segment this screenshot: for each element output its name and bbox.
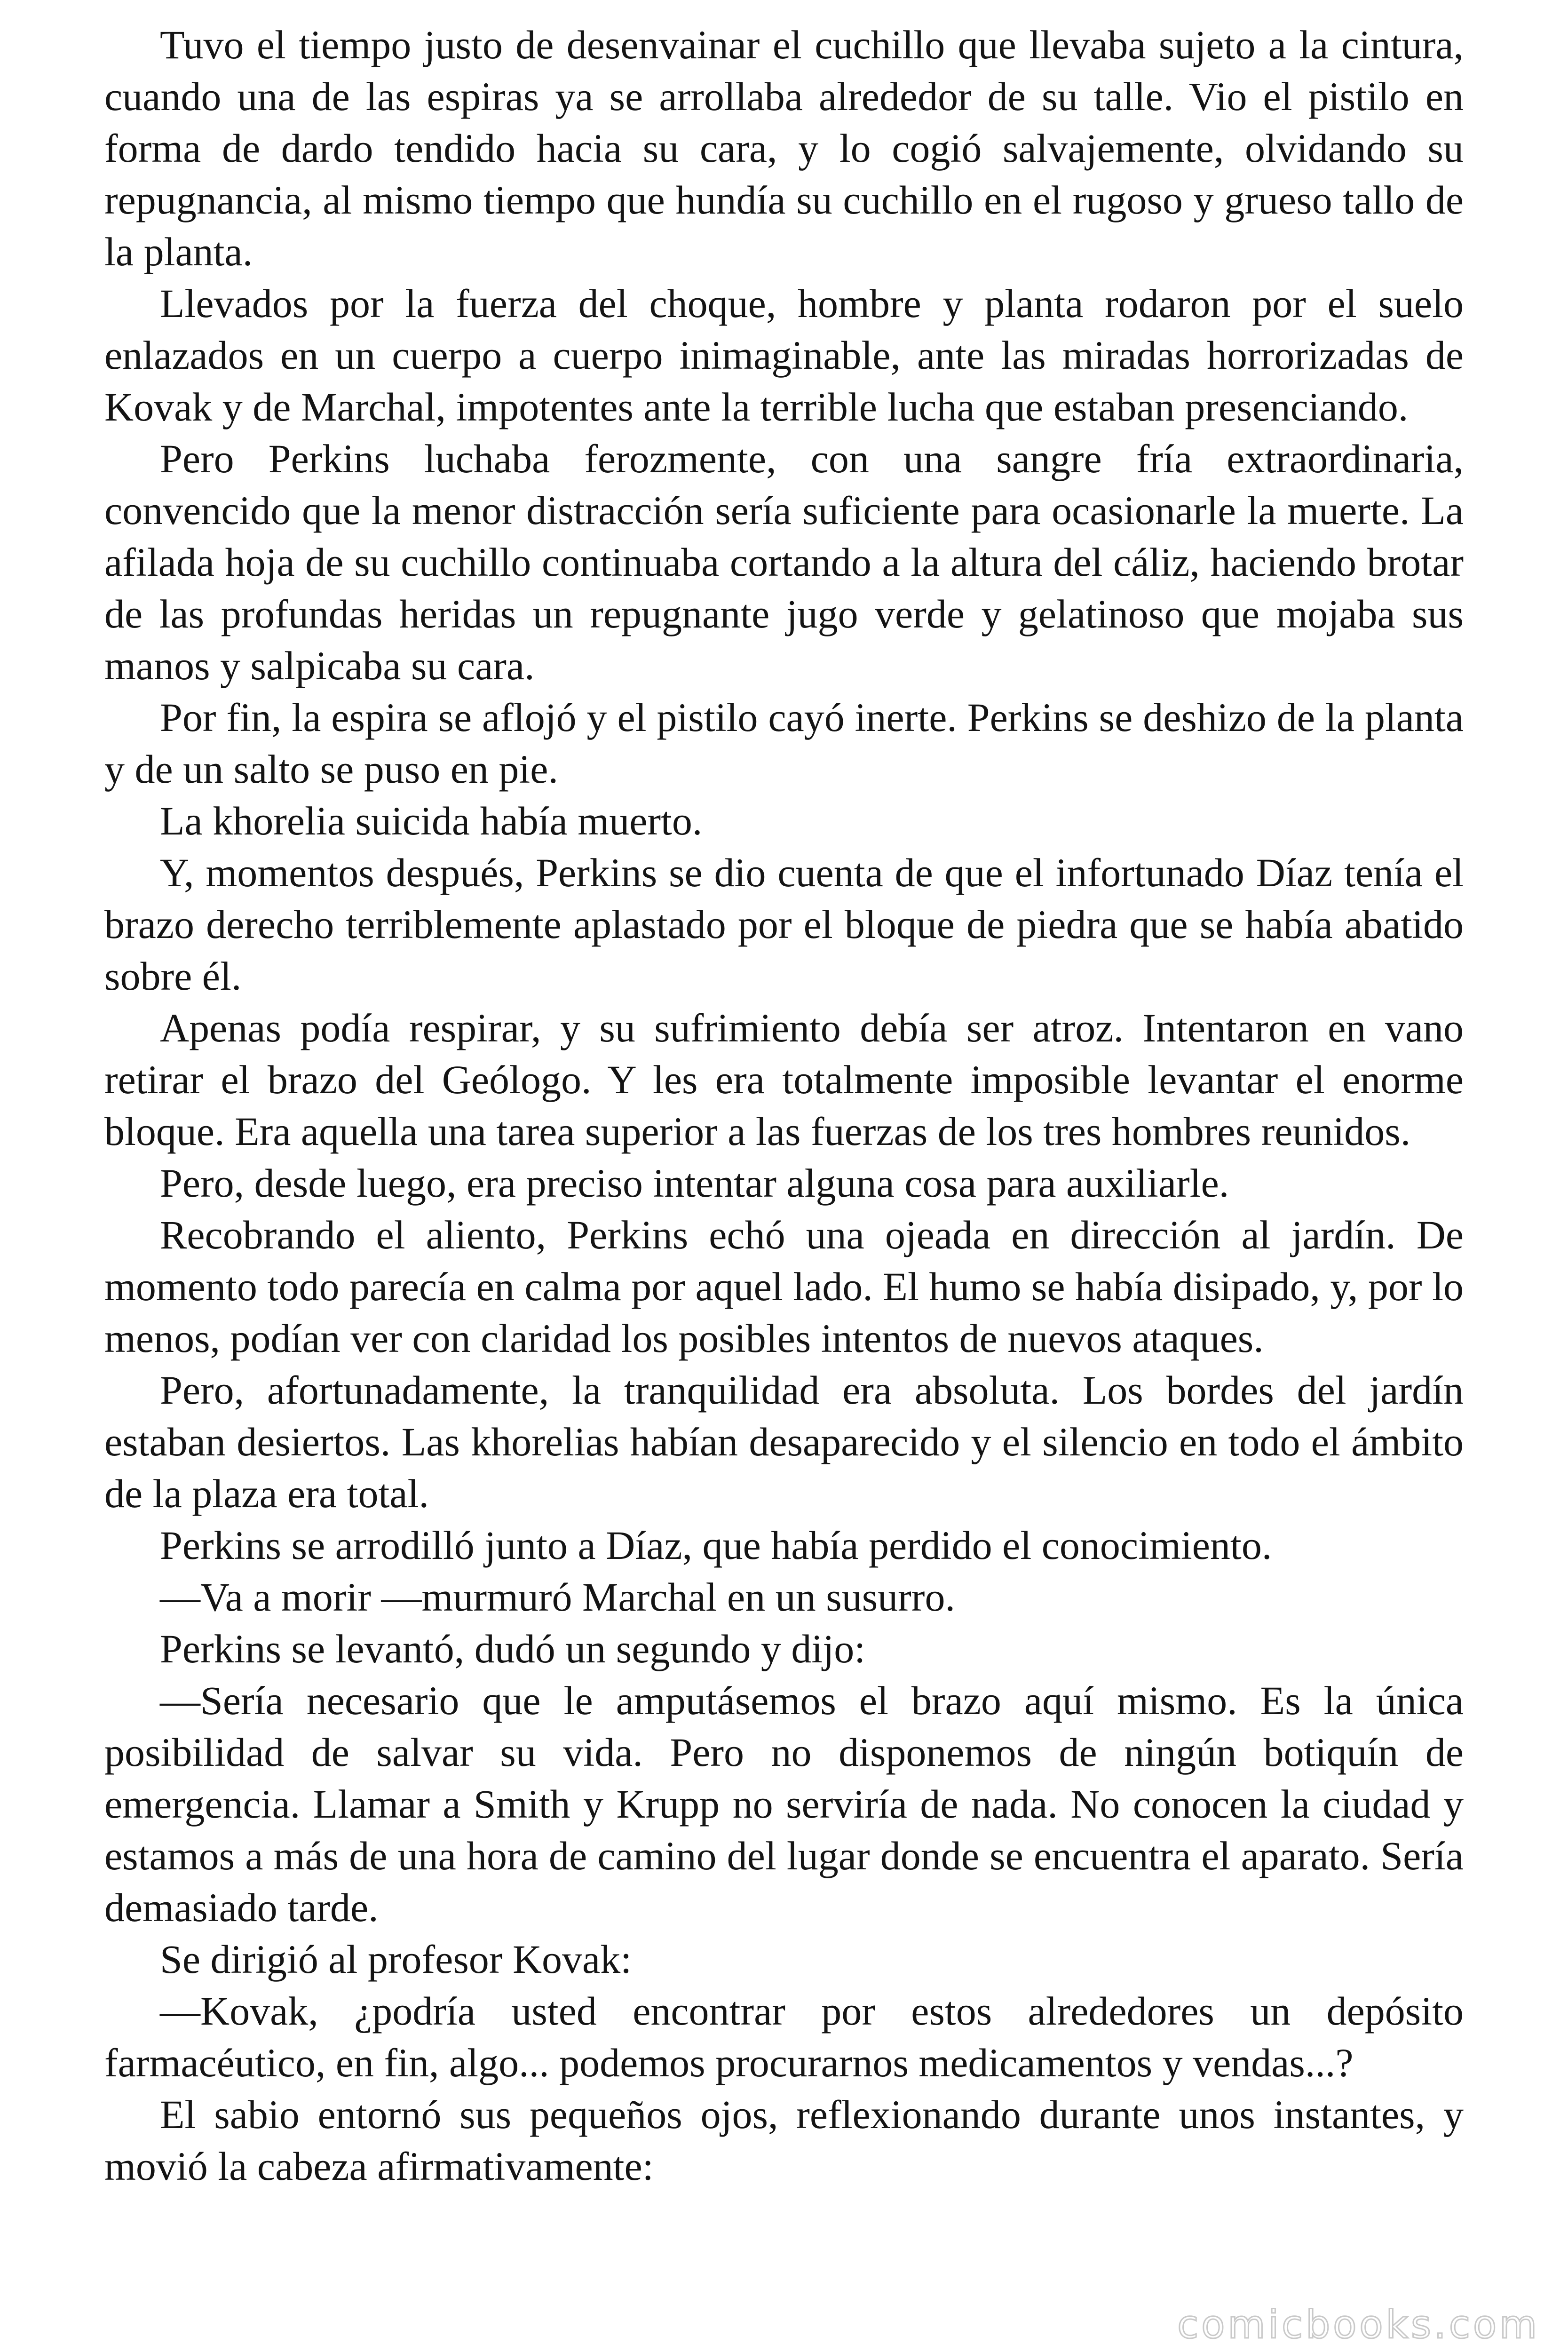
paragraph: La khorelia suicida había muerto. xyxy=(160,798,703,843)
dialogue-line: —Sería necesario que le amputásemos el brazo aquí mismo. Es la única posibilidad de salvar su vida. Pero no disponemos de ningún botiquín de emergencia. Llamar a Smith y Krupp no serviría de nada. No conocen la ciudad y estamos a más de una hora de camino del lugar donde se encuentra el aparato. Sería demasiado tarde. xyxy=(104,1678,1464,1930)
paragraph: Y, momentos después, Perkins se dio cuenta de que el infortunado Díaz tenía el brazo derecho terriblemente aplastado por el bloque de piedra que se había abatido sobre él. xyxy=(104,850,1464,999)
paragraph: Recobrando el aliento, Perkins echó una ojeada en dirección al jardín. De momento todo parecía en calma por aquel lado. El humo se había disipado, y, por lo menos, podían ver con claridad los posibles intentos de nuevos ataques. xyxy=(104,1212,1464,1361)
paragraph: Perkins se arrodilló junto a Díaz, que había perdido el conocimiento. xyxy=(160,1523,1272,1568)
paragraph: Tuvo el tiempo justo de desenvainar el cuchillo que llevaba sujeto a la cintura, cuando una de las espiras ya se arrollaba alrededor de su talle. Vio el pistilo en forma de dardo tendido hacia su cara, y lo cogió salvajemente, olvidando su repugnancia, al mismo tiempo que hundía su cuchillo en el rugoso y grueso tallo de la planta. xyxy=(104,22,1464,274)
paragraph: Pero, afortunadamente, la tranquilidad era absoluta. Los bordes del jardín estaban desiertos. Las khorelias habían desaparecido y el silencio en todo el ámbito de la plaza era total. xyxy=(104,1367,1464,1516)
paragraph: Pero, desde luego, era preciso intentar alguna cosa para auxiliarle. xyxy=(160,1160,1229,1206)
paragraph: Por fin, la espira se aflojó y el pistilo cayó inerte. Perkins se deshizo de la planta y de un salto se puso en pie. xyxy=(104,695,1464,792)
paragraph: Perkins se levantó, dudó un segundo y dijo: xyxy=(160,1626,866,1671)
paragraph: El sabio entornó sus pequeños ojos, reflexionando durante unos instantes, y movió la cabeza afirmativamente: xyxy=(104,2092,1464,2189)
paragraph: Apenas podía respirar, y su sufrimiento debía ser atroz. Intentaron en vano retirar el brazo del Geólogo. Y les era totalmente imposible levantar el enorme bloque. Era aquella una tarea superior a las fuerzas de los tres hombres reunidos. xyxy=(104,1005,1464,1154)
page-text xyxy=(104,19,1464,2192)
dialogue-line: —Kovak, ¿podría usted encontrar por estos alrededores un depósito farmacéutico, en fin, algo... podemos procurarnos medicamentos y vendas...? xyxy=(104,1988,1464,2085)
watermark: comicbooks.com xyxy=(1177,2303,1540,2347)
paragraph: Llevados por la fuerza del choque, hombre y planta rodaron por el suelo enlazados en un cuerpo a cuerpo inimaginable, ante las miradas horrorizadas de Kovak y de Marchal, impotentes ante la terrible lucha que estaban presenciando. xyxy=(104,281,1464,429)
paragraph: Pero Perkins luchaba ferozmente, con una sangre fría extraordinaria, convencido que la menor distracción sería suficiente para ocasionarle la muerte. La afilada hoja de su cuchillo continuaba cortando a la altura del cáliz, haciendo brotar de las profundas heridas un repugnante jugo verde y gelatinoso que mojaba sus manos y salpicaba su cara. xyxy=(104,436,1464,688)
dialogue-line: —Va a morir —murmuró Marchal en un susurro. xyxy=(160,1574,955,1620)
paragraph: Se dirigió al profesor Kovak: xyxy=(160,1937,632,1982)
